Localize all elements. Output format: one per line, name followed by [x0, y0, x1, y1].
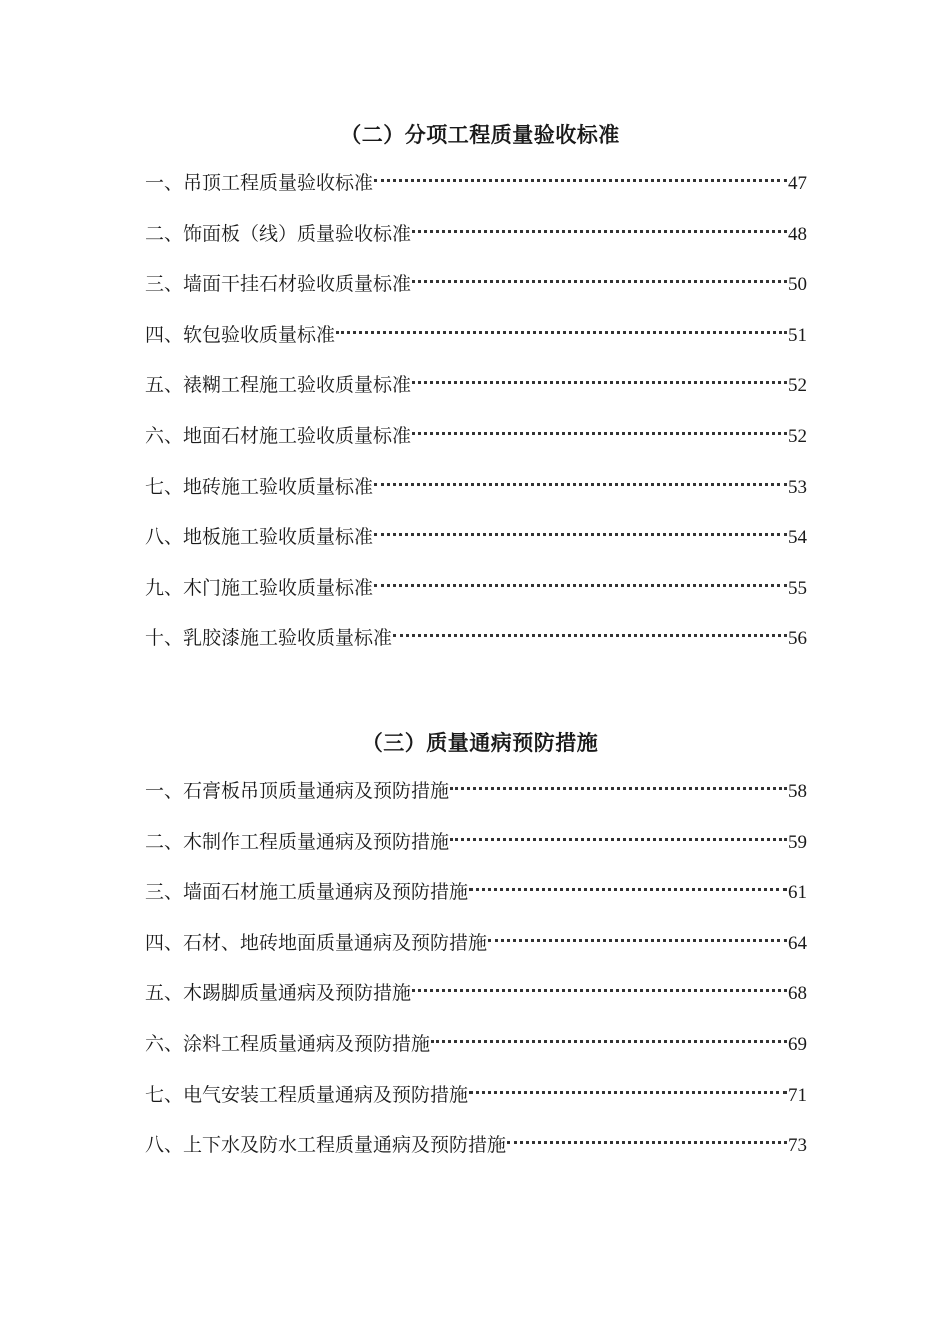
toc-entry-label: 八、地板施工验收质量标准 — [145, 526, 374, 549]
toc-entry[interactable] — [145, 918, 807, 969]
toc-entry-page: 59 — [788, 831, 807, 853]
toc-entry[interactable] — [145, 360, 807, 411]
section-title: （三）质量通病预防措施 — [361, 731, 599, 755]
dot-leader — [412, 230, 787, 233]
dot-leader — [431, 1040, 787, 1043]
toc-section-defect-prevention — [145, 720, 807, 1171]
toc-entry[interactable] — [145, 512, 807, 563]
section-title: （二）分项工程质量验收标准 — [340, 123, 620, 147]
toc-entry[interactable] — [145, 209, 807, 260]
toc-entry[interactable] — [145, 817, 807, 868]
toc-entry-label: 九、木门施工验收质量标准 — [145, 576, 374, 599]
toc-entry[interactable] — [145, 766, 807, 817]
toc-entry-page: 52 — [788, 375, 807, 397]
toc-entry-label: 十、乳胶漆施工验收质量标准 — [145, 627, 393, 650]
toc-entry-label: 六、涂料工程质量通病及预防措施 — [145, 1032, 431, 1055]
toc-entry-label: 二、饰面板（线）质量验收标准 — [145, 222, 412, 245]
toc-entry-label: 一、石膏板吊顶质量通病及预防措施 — [145, 780, 450, 802]
toc-entry-page: 54 — [788, 527, 807, 549]
dot-leader — [374, 533, 787, 536]
toc-entry-page: 73 — [788, 1135, 807, 1157]
toc-section-quality-acceptance — [145, 112, 807, 664]
toc-entry[interactable] — [145, 1120, 807, 1171]
toc-entry[interactable] — [145, 158, 807, 209]
toc-entry-page: 71 — [788, 1084, 807, 1106]
toc-entry-label: 三、墙面干挂石材验收质量标准 — [145, 273, 412, 296]
toc-entry-page: 50 — [788, 274, 807, 296]
toc-entry-page: 56 — [788, 628, 807, 650]
toc-entry[interactable] — [145, 867, 807, 918]
toc-entry-page: 69 — [788, 1033, 807, 1055]
toc-entry-page: 48 — [788, 223, 807, 245]
toc-entry[interactable] — [145, 310, 807, 361]
toc-entry[interactable] — [145, 462, 807, 513]
toc-entry-label: 五、裱糊工程施工验收质量标准 — [145, 374, 412, 397]
toc-entry-label: 八、上下水及防水工程质量通病及预防措施 — [145, 1134, 507, 1157]
toc-entry-page: 53 — [788, 476, 807, 498]
toc-entry-page: 52 — [788, 425, 807, 447]
toc-entry-label: 四、石材、地砖地面质量通病及预防措施 — [145, 931, 488, 954]
dot-leader — [412, 989, 787, 992]
dot-leader — [450, 787, 787, 790]
toc-entry[interactable] — [145, 259, 807, 310]
dot-leader — [374, 179, 787, 182]
toc-entry[interactable] — [145, 613, 807, 664]
toc-entry-page: 68 — [788, 983, 807, 1005]
dot-leader — [374, 483, 787, 486]
dot-leader — [374, 584, 787, 587]
toc-entry-label: 一、吊顶工程质量验收标准 — [145, 172, 374, 194]
toc-entry[interactable] — [145, 411, 807, 462]
dot-leader — [488, 939, 787, 942]
toc-entry-label: 五、木踢脚质量通病及预防措施 — [145, 982, 412, 1005]
dot-leader — [336, 331, 787, 334]
toc-list — [145, 158, 807, 664]
toc-entry-page: 47 — [788, 173, 807, 194]
toc-entry-page: 58 — [788, 781, 807, 802]
toc-entry[interactable] — [145, 968, 807, 1019]
dot-leader — [450, 838, 787, 841]
dot-leader — [469, 888, 787, 891]
dot-leader — [469, 1091, 787, 1094]
toc-entry[interactable] — [145, 563, 807, 614]
toc-entry[interactable] — [145, 1019, 807, 1070]
toc-entry-label: 七、地砖施工验收质量标准 — [145, 475, 374, 498]
dot-leader — [507, 1141, 787, 1144]
toc-entry-label: 四、软包验收质量标准 — [145, 323, 336, 346]
toc-entry[interactable] — [145, 1070, 807, 1121]
toc-list — [145, 766, 807, 1171]
toc-entry-label: 六、地面石材施工验收质量标准 — [145, 424, 412, 447]
dot-leader — [393, 634, 787, 637]
dot-leader — [412, 381, 787, 384]
toc-entry-label: 三、墙面石材施工质量通病及预防措施 — [145, 881, 469, 904]
toc-entry-page: 55 — [788, 577, 807, 599]
toc-entry-label: 二、木制作工程质量通病及预防措施 — [145, 830, 450, 853]
toc-entry-label: 七、电气安装工程质量通病及预防措施 — [145, 1083, 469, 1106]
dot-leader — [412, 280, 787, 283]
toc-entry-page: 51 — [788, 324, 807, 346]
dot-leader — [412, 432, 787, 435]
toc-entry-page: 61 — [788, 882, 807, 904]
toc-entry-page: 64 — [788, 932, 807, 954]
